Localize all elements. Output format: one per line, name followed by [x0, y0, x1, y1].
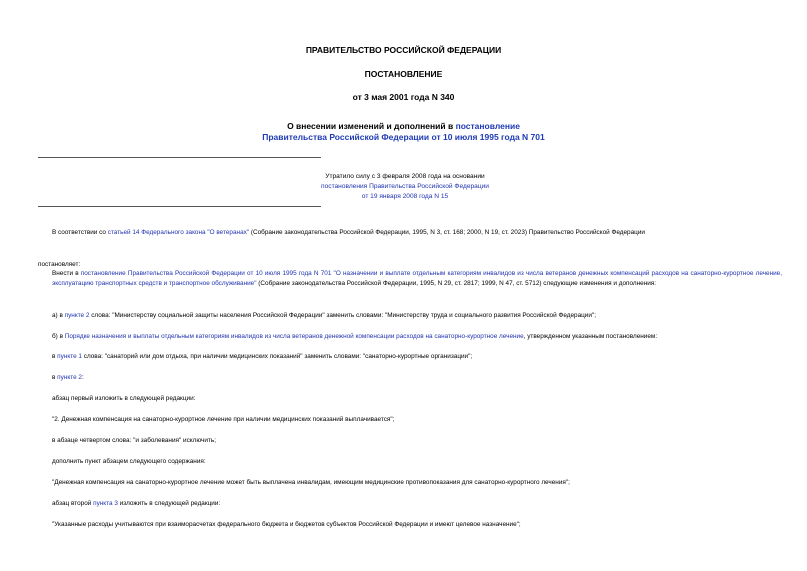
- paragraph-b: [38, 332, 782, 342]
- subject-link-decree-details[interactable]: Правительства Российской Федерации от 10 июля 1995 года N 701: [262, 132, 545, 142]
- divider-bottom: [38, 206, 321, 207]
- point-2-text: в: [52, 374, 58, 381]
- amend-text: Внести в: [52, 270, 81, 277]
- paragraph-b-text: б) в: [52, 333, 65, 340]
- paragraph-point-3: [38, 499, 782, 509]
- point-2-text-end: :: [81, 374, 84, 381]
- subject-line-1: [0, 121, 807, 131]
- paragraph-resolves: постановляет:: [38, 261, 81, 268]
- point-1-text-end: слова: "санаторий или дом отдыха, при наличии медицинских показаний" заменить словами: "санаторно-курортные организации";: [81, 353, 473, 360]
- paragraph-point-2: [38, 373, 782, 383]
- paragraph-quote-compensation: "Денежная компенсация на санаторно-курортное лечение может быть выплачена инвалидам, имеющим медицинские противопоказания для санаторно-курортного лечения";: [52, 479, 570, 486]
- government-heading: ПРАВИТЕЛЬСТВО РОССИЙСКОЙ ФЕДЕРАЦИИ: [305, 45, 502, 55]
- subject-line-2: [0, 132, 807, 142]
- link-point-1[interactable]: пункте 1: [57, 353, 82, 360]
- paragraph-quote-2: "2. Денежная компенсация на санаторно-курортное лечение при наличии медицинских показаний выплачивается";: [52, 416, 395, 423]
- paragraph-point-1: [38, 352, 782, 362]
- paragraph-b-text-end: , утвержденном указанным постановлением:: [523, 333, 658, 340]
- point-3-text: абзац второй: [52, 500, 94, 507]
- amend-text-end: (Собрание законодательства Российской Федерации, 1995, N 29, ст. 2817; 1999, N 47, ст. 5712) следующие изменения и дополнения:: [256, 279, 657, 287]
- link-point-2[interactable]: пункте 2: [64, 312, 90, 319]
- repeal-note-text: Утратило силу с 3 февраля 2008 года на основании: [325, 173, 485, 180]
- preamble-text-end: (Собрание законодательства Российской Федерации, 1995, N 3, ст. 168; 2000, N 19, ст. 2023) Правительство Российской Федерации: [249, 229, 645, 236]
- repeal-note: [290, 172, 520, 202]
- link-decree-701[interactable]: постановление Правительства Российской Федерации от 10 июля 1995 года N 701 "О назначении и выплате отдельным категориям инвалидов из числа ветеранов денежных компенсаций расходов на санаторно-курортное лечение, эксплуатацию транспортных средств и транспортное обслуживание": [52, 270, 782, 287]
- subject-link-decree[interactable]: постановление: [455, 121, 520, 131]
- repeal-note-link-1[interactable]: постановления Правительства Российской Федерации: [321, 183, 489, 190]
- preamble-text: В соответствии со: [52, 229, 108, 236]
- paragraph-a-text: а) в: [52, 312, 65, 319]
- paragraph-add-abzac: дополнить пункт абзацем следующего содержания:: [52, 458, 206, 465]
- paragraph-amend: [38, 269, 782, 288]
- point-1-text: в: [52, 353, 58, 360]
- repeal-note-link-2[interactable]: от 19 января 2008 года N 15: [361, 193, 449, 200]
- paragraph-a: [38, 311, 782, 321]
- document-type: ПОСТАНОВЛЕНИЕ: [364, 69, 443, 79]
- link-point-2-procedure[interactable]: пункте 2: [57, 374, 82, 381]
- link-article-14[interactable]: статьей 14 Федерального закона "О ветеранах": [107, 229, 250, 236]
- subject-prefix: О внесении изменений и дополнений в: [287, 121, 456, 131]
- divider-top: [38, 157, 321, 158]
- link-procedure[interactable]: Порядке назначения и выплаты отдельным категориям инвалидов из числа ветеранов денежной компенсации расходов на санаторно-курортное лечение: [64, 333, 524, 340]
- point-3-text-end: изложить в следующей редакции:: [117, 500, 221, 507]
- paragraph-fourth-abzac: в абзаце четвертом слова: "и заболевания" исключить;: [52, 437, 216, 444]
- document-date: от 3 мая 2001 года N 340: [352, 92, 455, 102]
- paragraph-first-abzac: абзац первый изложить в следующей редакции:: [52, 395, 196, 402]
- paragraph-a-text-end: слова: "Министерству социальной защиты населения Российской Федерации" заменить словами: "Министерству труда и социального развития Российской Федерации";: [89, 312, 596, 319]
- paragraph-preamble: [38, 228, 782, 238]
- link-point-3[interactable]: пункта 3: [93, 500, 118, 507]
- paragraph-quote-expenses: "Указанные расходы учитываются при взаиморасчетах федерального бюджета и бюджетов субъектов Российской Федерации и имеют целевое назначение";: [52, 521, 521, 528]
